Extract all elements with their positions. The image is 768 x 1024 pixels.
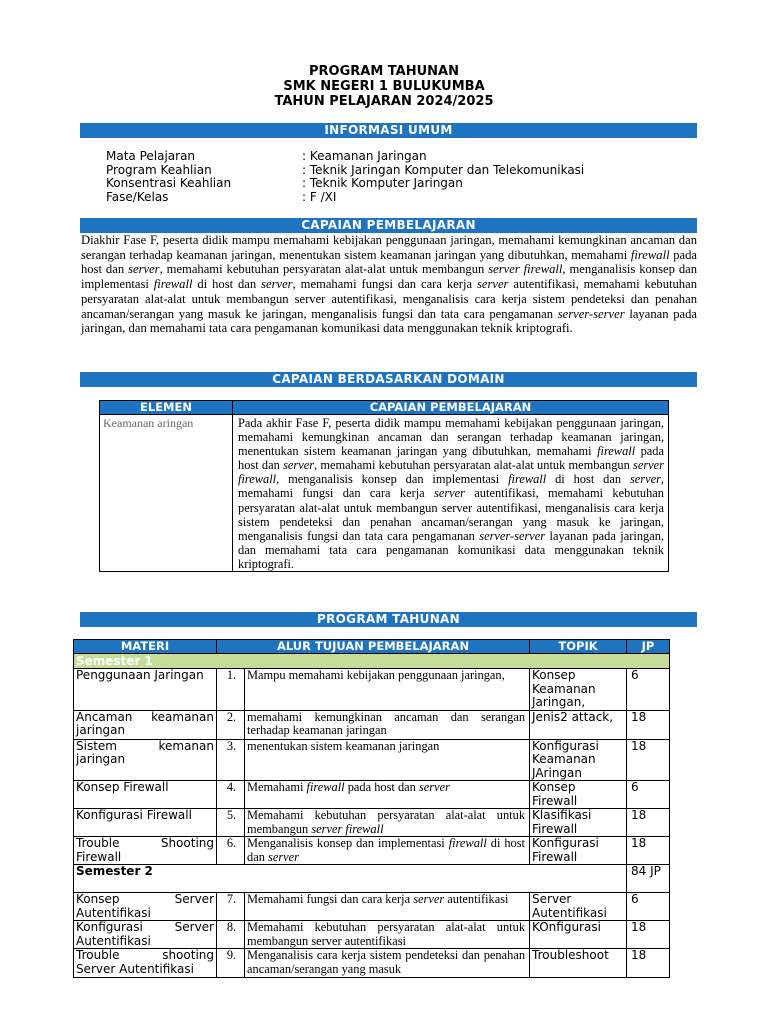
text-run: di host dan <box>192 277 262 292</box>
jp-cell: 18 <box>627 949 670 978</box>
text-run-italic: server <box>268 849 299 864</box>
topik-cell: Konfigurasi Firewall <box>530 837 627 865</box>
materi-cell: Konsep Firewall <box>74 781 217 809</box>
table-row <box>74 921 670 949</box>
text-run-italic: firewall <box>630 247 670 262</box>
column-header-topik: TOPIK <box>530 640 627 654</box>
table-row <box>74 669 670 711</box>
jp-cell: 18 <box>627 739 670 781</box>
text-run-italic: server <box>629 472 661 487</box>
section-bar-informasi-umum: INFORMASI UMUM <box>80 123 697 138</box>
text-run-italic: server firewall <box>238 458 664 487</box>
jp-cell: 18 <box>627 710 670 739</box>
text-run-italic: firewall <box>508 472 547 487</box>
jp-cell: 6 <box>627 893 670 921</box>
info-value: : Teknik Jaringan Komputer dan Telekomunikasi <box>302 162 585 177</box>
text-run-italic: server <box>283 458 315 473</box>
table-row <box>74 837 670 865</box>
topik-cell: KOnfigurasi <box>530 921 627 949</box>
text-run: di host dan <box>247 836 526 864</box>
text-run: pada host dan <box>81 247 698 277</box>
topik-cell: Troubleshoot <box>530 949 627 978</box>
table-row <box>74 781 670 809</box>
domain-header-row <box>100 401 669 415</box>
alur-cell <box>245 893 530 921</box>
number-cell: 5. <box>217 809 245 837</box>
text-run-italic: server firewall <box>488 262 563 277</box>
table-row <box>74 949 670 978</box>
text-run-italic: server-server <box>557 306 625 321</box>
info-label: Fase/Kelas <box>106 189 169 204</box>
text-run: Diakhir Fase F, peserta didik mampu memahami kebijakan penggunaan jaringan, memahami kemungkinan ancaman dan serangan terhadap keamanan jaringan, menentukan sistem keamanan jaringan yang dibutuhkan, memahami <box>81 233 697 262</box>
semester-2-label: Semester 2 <box>74 865 627 893</box>
domain-description <box>233 415 669 572</box>
school-name: SMK NEGERI 1 BULUKUMBA <box>283 79 485 94</box>
topik-cell: Klasifikasi Firewall <box>530 809 627 837</box>
text-run: , menganalisis konsep dan implementasi <box>276 472 509 487</box>
domain-row <box>100 415 669 572</box>
section-bar-capaian-pembelajaran: CAPAIAN PEMBELAJARAN <box>80 218 697 233</box>
number-cell: 8. <box>217 921 245 949</box>
topik-cell: Konsep Keamanan Jaringan, <box>530 669 627 711</box>
domain-element: Keamanan aringan <box>100 415 233 572</box>
number-cell: 4. <box>217 781 245 809</box>
academic-year: TAHUN PELAJARAN 2024/2025 <box>274 94 494 109</box>
text-run: , menganalisis konsep dan implementasi <box>81 262 697 292</box>
text-run-italic: server firewall <box>311 821 384 836</box>
topik-cell: Server Autentifikasi <box>530 893 627 921</box>
text-run-italic: firewall <box>306 780 345 794</box>
info-label: Konsentrasi Keahlian <box>106 176 232 190</box>
materi-cell: Trouble Shooting Firewall <box>74 837 217 865</box>
number-cell: 2. <box>217 710 245 739</box>
info-value: : F /XI <box>302 189 337 204</box>
number-cell: 3. <box>217 739 245 781</box>
number-cell: 7. <box>217 893 245 921</box>
alur-cell: Menganalisis cara kerja sistem pendeteksi dan penahan ancaman/serangan yang masuk <box>245 949 530 978</box>
section-bar-capaian-domain: CAPAIAN BERDASARKAN DOMAIN <box>80 372 697 387</box>
text-run-italic: server <box>413 892 445 906</box>
text-run-italic: server <box>418 780 450 794</box>
info-label: Mata Pelajaran <box>106 149 196 163</box>
materi-cell: Penggunaan Jaringan <box>74 669 217 711</box>
text-run: autentifikasi <box>444 892 509 906</box>
text-run: Pada akhir Fase F, peserta didik mampu memahami kebijakan penggunaan jaringan, memahami kemungkinan ancaman dan serangan terhadap keamanan jaringan, menentukan sistem keamanan jaringan yang dibutuhkan, memahami <box>238 416 664 459</box>
column-header-jp: JP <box>627 640 670 654</box>
table-row <box>74 739 670 781</box>
info-value: : Teknik Komputer Jaringan <box>302 176 463 190</box>
jp-cell: 18 <box>627 809 670 837</box>
text-run-italic: firewall <box>448 836 487 850</box>
number-cell: 6. <box>217 837 245 865</box>
text-run: , memahami fungsi dan cara kerja <box>292 277 477 292</box>
text-run: , memahami fungsi dan cara kerja <box>238 472 665 501</box>
materi-cell: Ancaman keamanan jaringan <box>74 710 217 739</box>
semester-2-jp: 84 JP <box>627 865 670 893</box>
text-run-italic: firewall <box>597 444 636 459</box>
table-row <box>74 809 670 837</box>
text-run: , memahami kebutuhan persyaratan alat-alat untuk membangun <box>314 458 634 473</box>
topik-cell: Konfigurasi Keamanan JAringan <box>530 739 627 781</box>
number-cell: 9. <box>217 949 245 978</box>
text-run: autentifikasi, memahami kebutuhan persyaratan alat-alat untuk membangun server autentifikasi, menganalisis cara kerja sistem pendeteksi dan penahan ancaman/serangan yang masuk ke jaringan, menganalisis fungsi dan tata cara pengamanan <box>81 277 697 321</box>
jp-cell: 18 <box>627 921 670 949</box>
text-run: di host dan <box>546 472 630 487</box>
text-run: , memahami kebutuhan persyaratan alat-alat untuk membangun <box>159 262 489 277</box>
table-row <box>74 893 670 921</box>
alur-cell: Mampu memahami kebijakan penggunaan jaringan, <box>245 669 530 711</box>
domain-table <box>99 400 669 572</box>
text-run-italic: server <box>434 486 465 501</box>
text-run: Memahami fungsi dan cara kerja <box>247 892 414 906</box>
alur-cell: memahami kemungkinan ancaman dan serangan terhadap keamanan jaringan <box>245 710 530 739</box>
info-value: : Keamanan Jaringan <box>302 149 427 163</box>
text-run: Memahami <box>247 780 307 794</box>
alur-cell <box>245 781 530 809</box>
program-table <box>73 639 670 978</box>
text-run-italic: server <box>261 277 293 292</box>
program-header-row <box>74 640 670 654</box>
text-run: layanan pada jaringan, dan memahami tata cara pengamanan komunikasi data menggunakan teknik kriptografi. <box>238 528 664 571</box>
column-header-elemen: ELEMEN <box>100 401 233 415</box>
jp-cell: 18 <box>627 837 670 865</box>
text-run: autentifikasi, memahami kebutuhan persyaratan alat-alat untuk membangun server autentifikasi, menganalisis cara kerja sistem pendeteksi dan penahan ancaman/serangan yang masuk ke jaringan, menganalisis fungsi dan tata cara pengamanan <box>238 486 664 543</box>
column-header-alur: ALUR TUJUAN PEMBELAJARAN <box>217 640 530 654</box>
text-run-italic: server <box>476 277 509 292</box>
capaian-paragraph <box>81 233 697 336</box>
alur-cell: Memahami kebutuhan persyaratan alat-alat untuk membangun server autentifikasi <box>245 921 530 949</box>
materi-cell: Trouble shooting Server Autentifikasi <box>74 949 217 978</box>
topik-cell: Konsep Firewall <box>530 781 627 809</box>
alur-cell: menentukan sistem keamanan jaringan <box>245 739 530 781</box>
number-cell: 1. <box>217 669 245 711</box>
jp-cell: 6 <box>627 669 670 711</box>
text-run: pada host dan <box>238 444 664 473</box>
doc-title: PROGRAM TAHUNAN <box>309 64 459 79</box>
section-bar-program-tahunan: PROGRAM TAHUNAN <box>80 612 697 627</box>
text-run-italic: server-server <box>479 528 546 543</box>
semester-1-label: Semester 1 <box>74 654 670 669</box>
topik-cell: Jenis2 attack, <box>530 710 627 739</box>
semester-2-row <box>74 865 670 893</box>
text-run-italic: firewall <box>153 277 193 292</box>
text-run: Menganalisis konsep dan implementasi <box>247 836 449 850</box>
alur-cell <box>245 837 530 865</box>
semester-1-row <box>74 654 670 669</box>
text-run: Memahami kebutuhan persyaratan alat-alat untuk membangun <box>247 808 526 836</box>
text-run: layanan pada jaringan, dan memahami tata cara pengamanan komunikasi data menggunakan teknik kriptografi. <box>81 306 697 336</box>
materi-cell: Sistem kemanan jaringan <box>74 739 217 781</box>
alur-cell <box>245 809 530 837</box>
table-row <box>74 710 670 739</box>
jp-cell: 6 <box>627 781 670 809</box>
materi-cell: Konsep Server Autentifikasi <box>74 893 217 921</box>
text-run: pada host dan <box>344 780 419 794</box>
info-label: Program Keahlian <box>106 162 212 177</box>
column-header-materi: MATERI <box>74 640 217 654</box>
text-run-italic: server <box>128 262 160 277</box>
materi-cell: Konfigurasi Server Autentifikasi <box>74 921 217 949</box>
materi-cell: Konfigurasi Firewall <box>74 809 217 837</box>
column-header-capaian: CAPAIAN PEMBELAJARAN <box>233 401 669 415</box>
